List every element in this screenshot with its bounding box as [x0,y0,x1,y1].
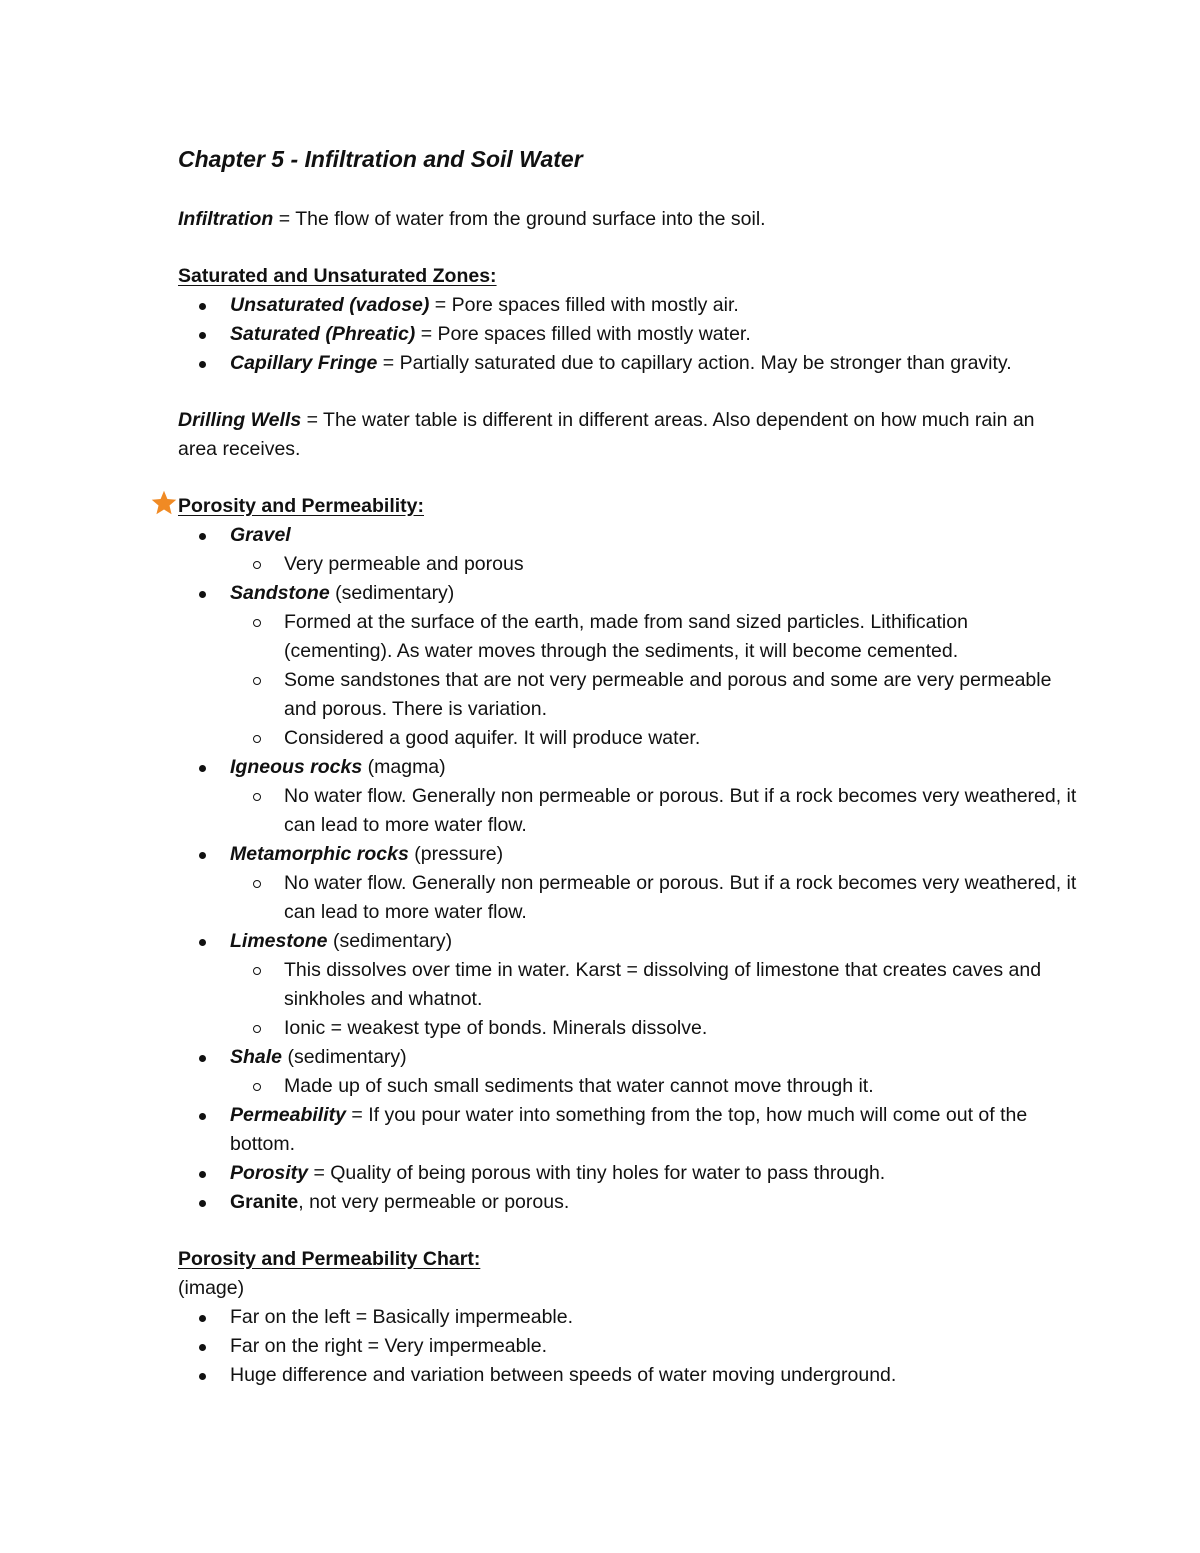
chart-notes-list [178,1303,1078,1390]
zones-heading: Saturated and Unsaturated Zones: [178,265,497,287]
porosity-heading: Porosity and Permeability: [178,495,424,517]
sub-list-item: No water flow. Generally non permeable or porous. But if a rock becomes very weathered, it can lead to more water flow. [230,869,1078,927]
sub-list-item: Some sandstones that are not very permeable and porous and some are very permeable and porous. There is variation. [230,666,1078,724]
list-item: Gravel Very permeable and porous [178,521,1078,579]
list-item: Granite, not very permeable or porous. [178,1188,1078,1217]
sub-list-item: Formed at the surface of the earth, made from sand sized particles. Lithification (cementing). As water moves through the sediments, it will become cemented. [230,608,1078,666]
sub-list-item: Ionic = weakest type of bonds. Minerals dissolve. [230,1014,1078,1043]
drilling-text: = The water table is different in different areas. Also dependent on how much rain an area receives. [178,409,1035,460]
infiltration-text: = The flow of water from the ground surface into the soil. [273,208,766,230]
drilling-definition [178,406,1078,464]
sub-list-item: Very permeable and porous [230,550,1078,579]
infiltration-definition [178,205,1078,234]
list-item: Porosity = Quality of being porous with tiny holes for water to pass through. [178,1159,1078,1188]
list-item: Shale (sedimentary) Made up of such small sediments that water cannot move through it. [178,1043,1078,1101]
document-page [178,143,1078,1390]
sub-list-item: Made up of such small sediments that water cannot move through it. [230,1072,1078,1101]
list-item: Huge difference and variation between speeds of water moving underground. [178,1361,1078,1390]
list-item: Sandstone (sedimentary) Formed at the surface of the earth, made from sand sized particles. Lithification (cementing). As water moves through the sediments, it will become cemented. Some sandstones that are not very permeable and porous and some are very permeable and porous. There is variation. Considered a good aquifer. It will produce water. [178,579,1078,753]
list-item: Unsaturated (vadose) = Pore spaces filled with mostly air. [178,291,1078,320]
image-placeholder: (image) [178,1277,245,1299]
sub-list-item: Considered a good aquifer. It will produce water. [230,724,1078,753]
list-item: Far on the left = Basically impermeable. [178,1303,1078,1332]
chart-heading: Porosity and Permeability Chart: [178,1248,481,1270]
infiltration-term: Infiltration [178,208,274,230]
list-item: Limestone (sedimentary) This dissolves over time in water. Karst = dissolving of limestone that creates caves and sinkholes and whatnot. Ionic = weakest type of bonds. Minerals dissolve. [178,927,1078,1043]
sub-list-item: This dissolves over time in water. Karst = dissolving of limestone that creates caves and sinkholes and whatnot. [230,956,1078,1014]
page-title: Chapter 5 - Infiltration and Soil Water [178,146,583,172]
sub-list-item: No water flow. Generally non permeable or porous. But if a rock becomes very weathered, it can lead to more water flow. [230,782,1078,840]
star-icon [150,489,178,517]
porosity-list [178,521,1078,1217]
list-item: Permeability = If you pour water into something from the top, how much will come out of the bottom. [178,1101,1078,1159]
list-item: Far on the right = Very impermeable. [178,1332,1078,1361]
porosity-heading-row [178,492,1078,521]
zones-list [178,291,1078,378]
drilling-term: Drilling Wells [178,409,302,431]
list-item: Saturated (Phreatic) = Pore spaces filled with mostly water. [178,320,1078,349]
list-item: Capillary Fringe = Partially saturated due to capillary action. May be stronger than gravity. [178,349,1078,378]
list-item: Metamorphic rocks (pressure) No water flow. Generally non permeable or porous. But if a rock becomes very weathered, it can lead to more water flow. [178,840,1078,927]
list-item: Igneous rocks (magma) No water flow. Generally non permeable or porous. But if a rock becomes very weathered, it can lead to more water flow. [178,753,1078,840]
